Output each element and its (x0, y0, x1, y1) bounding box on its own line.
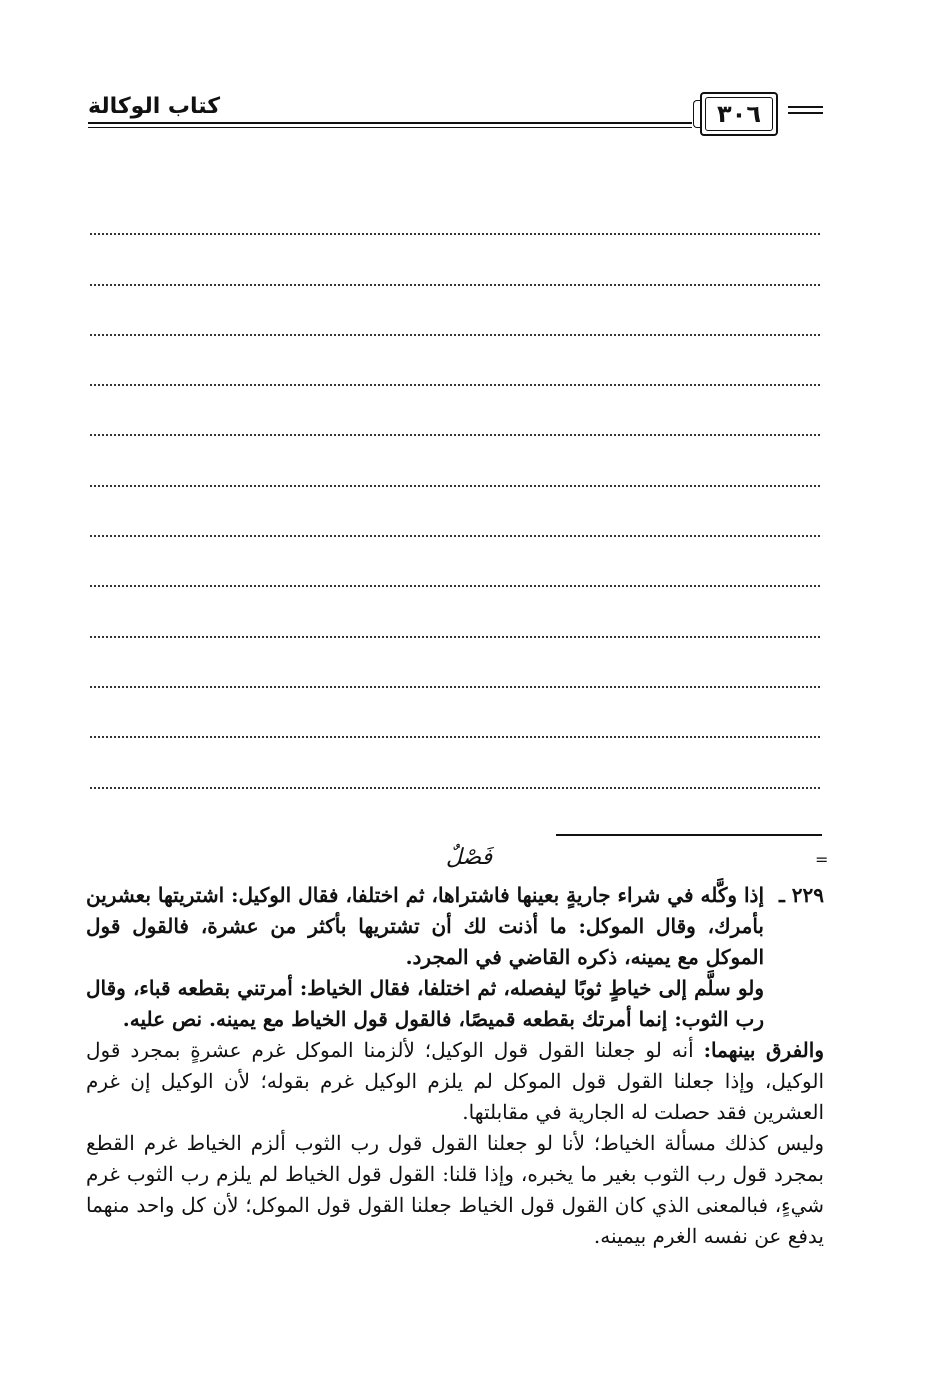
main-text (86, 880, 824, 1252)
explanation-lead: والفرق بينهما: (703, 1038, 824, 1062)
explanation-text: أنه لو جعلنا القول قول الوكيل؛ لألزمنا الموكل غرم عشرةٍ بمجرد قول الوكيل، وإذا جعلنا القول قول الموكل لم يلزم الوكيل غرم بقوله؛ لأن الوكيل إن غرم العشرين فقد حصلت له الجارية في مقابلتها. (86, 1038, 824, 1124)
entry-paragraph: إذا وكَّله في شراء جاريةٍ بعينها فاشتراها، ثم اختلفا، فقال الوكيل: اشتريتها بعشرين بأمرك، وقال الموكل: ما أذنت لك أن تشتريها بأكثر من عشرة، فالقول قول الموكل مع يمينه، ذكره القاضي في المجرد. (86, 883, 764, 969)
dotted-line (90, 436, 820, 486)
dotted-line (90, 738, 820, 788)
entry-text (86, 880, 764, 1035)
section-heading: فَصْلٌ (445, 845, 493, 870)
page-number-box (700, 92, 778, 136)
dotted-line (90, 587, 820, 637)
dotted-line (90, 185, 820, 235)
dotted-line (90, 638, 820, 688)
entry-paragraph: ولو سلَّم إلى خياطٍ ثوبًا ليفصله، ثم اختلفا، فقال الخياط: أمرتني بقطعه قباء، وقال رب الثوب: إنما أمرتك بقطعه قميصًا، فالقول قول الخياط مع يمينه. نص عليه. (86, 976, 764, 1031)
blank-dotted-lines (90, 185, 820, 789)
header-ornament-rule-2 (788, 112, 823, 114)
entry-number: ٢٢٩ ـ (778, 883, 824, 907)
dotted-line (90, 386, 820, 436)
page-header (88, 84, 823, 140)
header-rule-top (88, 122, 692, 124)
dotted-line (90, 487, 820, 537)
header-ornament-rule-1 (788, 106, 823, 108)
continuation-mark: = (815, 850, 829, 869)
numbered-entry (86, 880, 824, 1035)
separator-rule (556, 834, 822, 836)
dotted-line (90, 235, 820, 285)
dotted-line (90, 688, 820, 738)
dotted-line (90, 286, 820, 336)
explanation-paragraph (86, 1035, 824, 1128)
book-title: كتاب الوكالة (88, 94, 221, 119)
header-rule-bottom (88, 127, 692, 128)
explanation-paragraph: وليس كذلك مسألة الخياط؛ لأنا لو جعلنا القول قول رب الثوب ألزم الخياط غرم القطع بمجرد قول رب الثوب بغير ما يخبره، وإذا قلنا: القول قول الخياط لم يلزم رب الثوب غرم شيءٍ، فبالمعنى الذي كان القول قول الخياط جعلنا القول قول الموكل؛ لأن كل واحد منهما يدفع عن نفسه الغرم بيمينه. (86, 1131, 824, 1248)
page-number: ٣٠٦ (717, 100, 761, 128)
dotted-line (90, 336, 820, 386)
dotted-line (90, 537, 820, 587)
